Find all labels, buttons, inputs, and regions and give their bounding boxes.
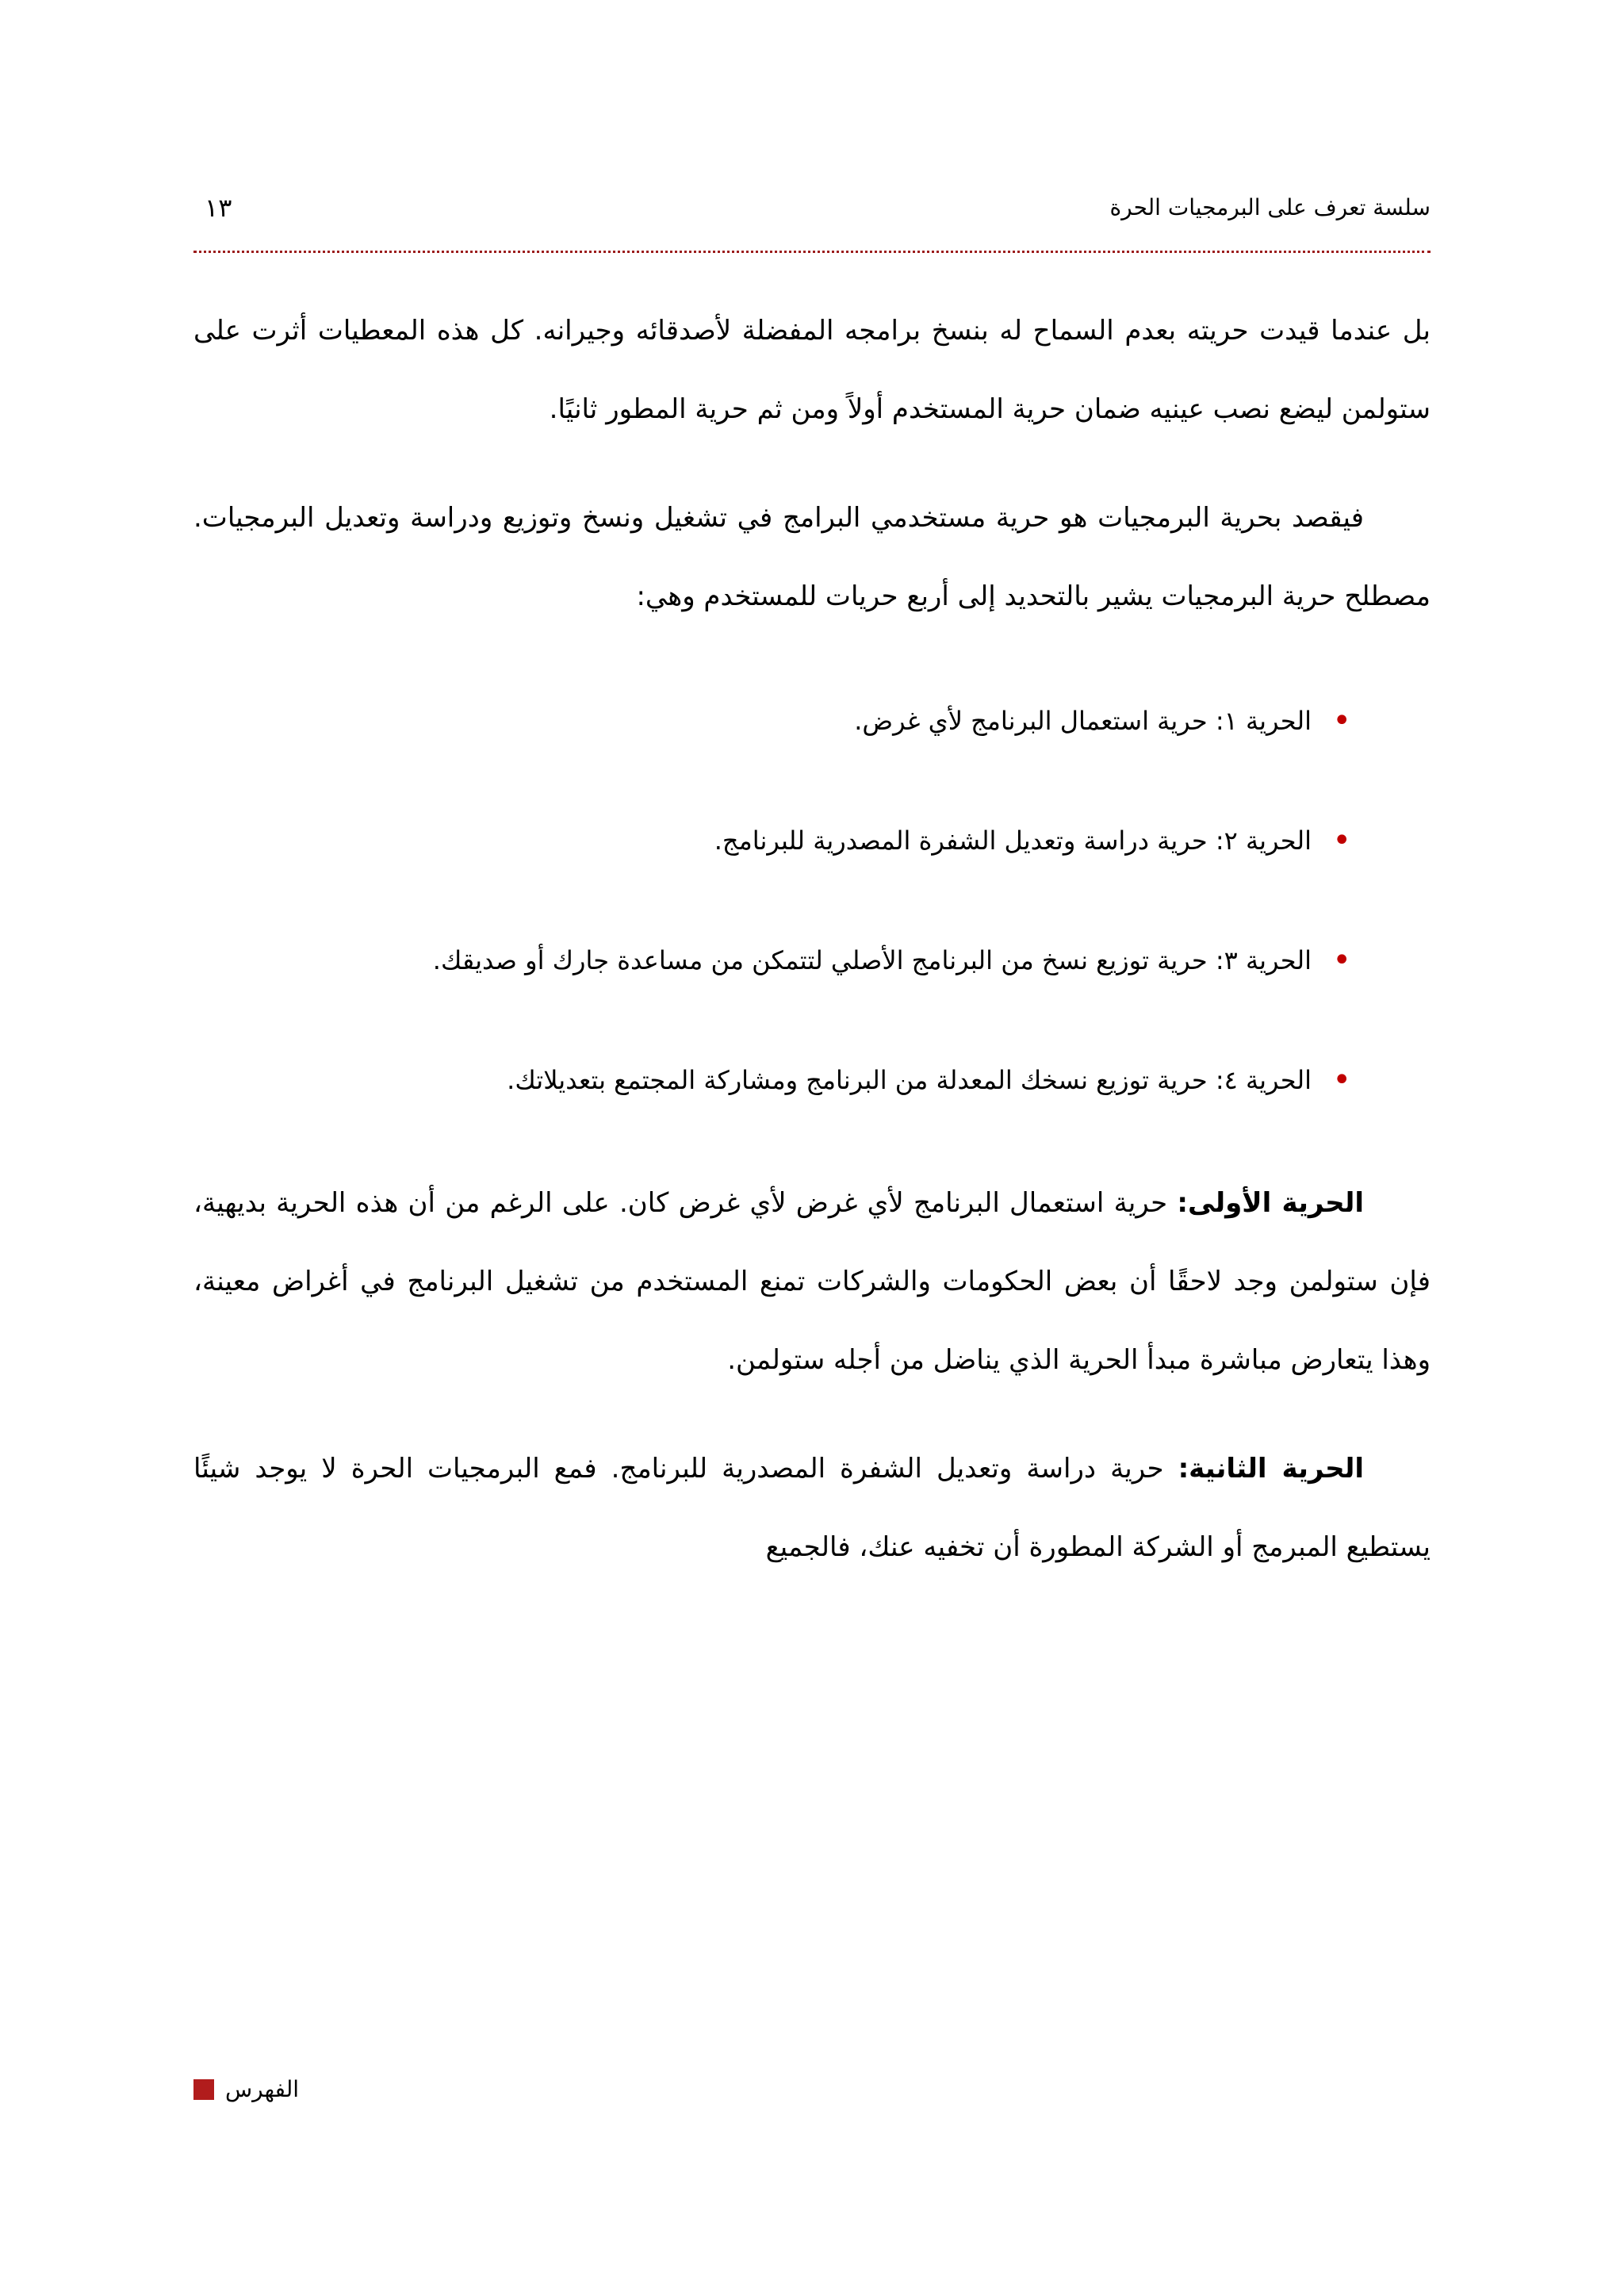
definition-paragraph: فيقصد بحرية البرمجيات هو حرية مستخدمي البرامج في تشغيل ونسخ وتوزيع ودراسة وتعديل البرمجيات. مصطلح حرية البرمجيات يشير بالتحديد إلى أربع حريات للمستخدم وهي: — [193, 502, 1431, 612]
list-item — [193, 781, 1431, 901]
book-title: سلسة تعرف على البرمجيات الحرة — [1109, 194, 1431, 220]
freedom-text: الحرية ٤: حرية توزيع نسخك المعدلة من البرنامج ومشاركة المجتمع بتعديلاتك. — [507, 1065, 1312, 1095]
bullet-icon: • — [1332, 1062, 1351, 1098]
freedom-one-heading: الحرية الأولى: — [1177, 1187, 1365, 1219]
freedom-two-paragraph — [193, 1430, 1431, 1587]
header-divider — [193, 251, 1431, 253]
freedom-two-heading: الحرية الثانية: — [1178, 1453, 1364, 1485]
intro-paragraph: بل عندما قيدت حريته بعدم السماح له بنسخ برامجه المفضلة لأصدقائه وجيرانه. كل هذه المعطيات أثرت على ستولمن ليضع نصب عينيه ضمان حرية المستخدم أولاً ومن ثم حرية المطور ثانيًا. — [193, 315, 1431, 425]
index-link-label: الفهرس — [225, 2076, 300, 2102]
freedoms-list — [193, 661, 1431, 1140]
freedom-text: الحرية ٢: حرية دراسة وتعديل الشفرة المصدرية للبرنامج. — [714, 826, 1312, 856]
bullet-icon: • — [1332, 703, 1351, 739]
square-icon — [193, 2079, 214, 2100]
freedom-text: الحرية ٣: حرية توزيع نسخ من البرنامج الأصلي لتتمكن من مساعدة جارك أو صديقك. — [432, 945, 1312, 975]
bullet-icon: • — [1332, 822, 1351, 859]
freedom-one-text: حرية استعمال البرنامج لأي غرض لأي غرض كان. على الرغم من أن هذه الحرية بديهية، فإن ستولمن وجد لاحقًا أن بعض الحكومات والشركات تمنع المستخدم من تشغيل البرنامج في أغراض معينة، وهذا يتعارض مباشرة مبدأ الحرية الذي يناضل من أجله ستولمن. — [193, 1187, 1431, 1376]
freedom-one-paragraph — [193, 1164, 1431, 1400]
bullet-icon: • — [1332, 942, 1351, 979]
list-item — [193, 1021, 1431, 1140]
freedom-two-text: حرية دراسة وتعديل الشفرة المصدرية للبرنامج. فمع البرمجيات الحرة لا يوجد شيئًا يستطيع المبرمج أو الشركة المطورة أن تخفيه عنك، فالجميع — [193, 1453, 1431, 1563]
page-number: ١٣ — [205, 193, 232, 223]
index-link[interactable] — [193, 2070, 299, 2109]
list-item — [193, 901, 1431, 1021]
freedom-text: الحرية ١: حرية استعمال البرنامج لأي غرض. — [854, 706, 1312, 736]
list-item — [193, 661, 1431, 781]
page-header — [193, 184, 1431, 239]
page-body — [193, 292, 1431, 1587]
